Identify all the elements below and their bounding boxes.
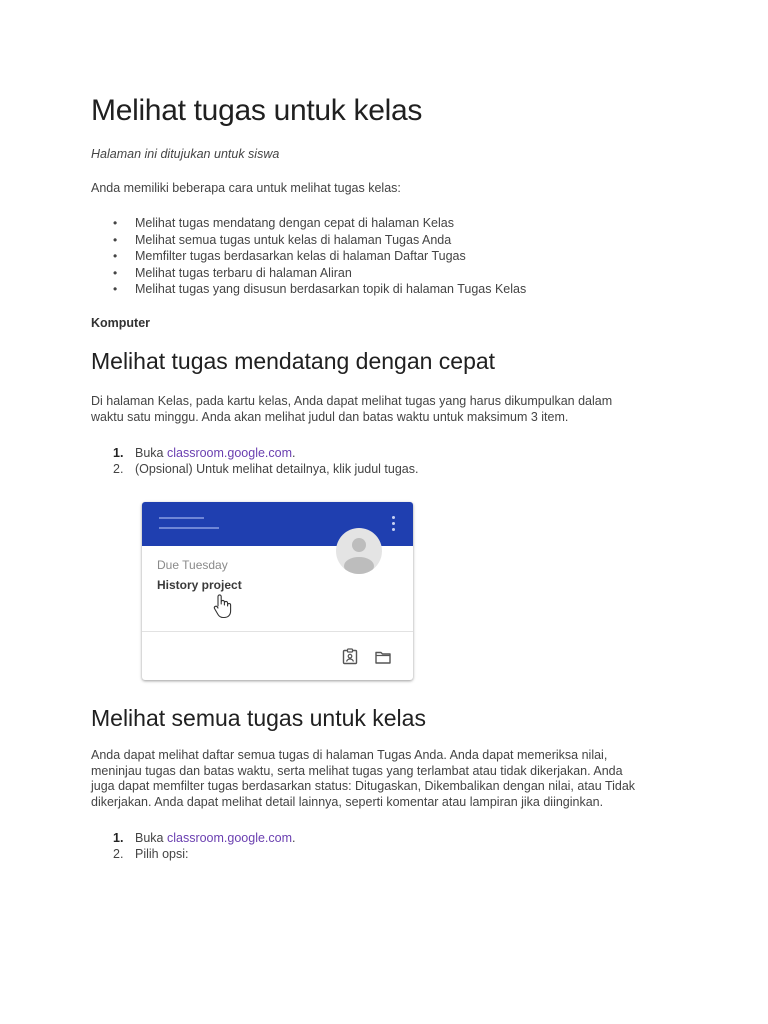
step-number: 1.	[113, 446, 124, 460]
class-card-illustration	[142, 502, 413, 680]
list-item: • Melihat tugas terbaru di halaman Aliran	[91, 265, 526, 282]
step-text: .	[292, 446, 296, 460]
header-placeholder-line	[159, 517, 204, 519]
step-item	[91, 830, 296, 846]
step-text: .	[292, 831, 296, 845]
folder-icon[interactable]	[374, 648, 392, 666]
step-text: (Opsional) Untuk melihat detailnya, klik judul tugas.	[135, 462, 419, 476]
section2-steps	[91, 830, 296, 862]
avatar	[336, 528, 382, 574]
audience-note: Halaman ini ditujukan untuk siswa	[91, 147, 280, 161]
paragraph-line: waktu satu minggu. Anda akan melihat judul dan batas waktu untuk maksimum 3 item.	[91, 409, 569, 424]
step-number: 2.	[113, 847, 124, 861]
ways-list	[91, 215, 526, 298]
paragraph-line: meninjau tugas dan batas waktu, serta melihat tugas yang terlambat atau tidak dikerjakan. Anda	[91, 763, 623, 778]
paragraph-line: juga dapat memfilter tugas berdasarkan status: Ditugaskan, Dikembalikan dengan nilai, atau Tidak	[91, 779, 636, 793]
classroom-link[interactable]: classroom.google.com	[166, 446, 293, 460]
more-options-icon[interactable]	[388, 514, 398, 534]
section1-steps	[91, 445, 418, 477]
section-heading-all: Melihat semua tugas untuk kelas	[91, 705, 426, 731]
person-icon	[336, 528, 382, 574]
section-heading-upcoming: Melihat tugas mendatang dengan cepat	[91, 348, 496, 374]
due-label: Due Tuesday	[157, 558, 228, 572]
step-item	[91, 461, 418, 477]
section1-paragraph	[91, 394, 681, 425]
list-item: • Melihat tugas yang disusun berdasarkan topik di halaman Tugas Kelas	[91, 281, 526, 298]
step-text: Buka	[135, 831, 167, 845]
list-item: • Melihat semua tugas untuk kelas di halaman Tugas Anda	[91, 232, 526, 249]
assignment-ind-icon[interactable]	[341, 648, 359, 666]
step-text: Pilih opsi:	[135, 847, 189, 861]
list-item: • Memfilter tugas berdasarkan kelas di halaman Daftar Tugas	[91, 248, 526, 265]
step-number: 1.	[113, 831, 124, 845]
step-text: Buka	[135, 446, 167, 460]
step-item	[91, 846, 296, 862]
step-item	[91, 445, 418, 461]
list-item: • Melihat tugas mendatang dengan cepat di halaman Kelas	[91, 215, 526, 232]
card-divider	[142, 631, 413, 632]
platform-label: Komputer	[91, 316, 151, 330]
intro-text: Anda memiliki beberapa cara untuk melihat tugas kelas:	[91, 181, 401, 195]
section2-paragraph	[91, 748, 681, 810]
paragraph-line: Anda dapat melihat daftar semua tugas di halaman Tugas Anda. Anda dapat memeriksa nilai,	[91, 748, 608, 762]
step-number: 2.	[113, 462, 124, 476]
paragraph-line: Di halaman Kelas, pada kartu kelas, Anda dapat melihat tugas yang harus dikumpulkan dalam	[91, 394, 613, 408]
hand-pointer-icon	[212, 593, 232, 619]
assignment-title[interactable]: History project	[157, 578, 242, 592]
paragraph-line: dikerjakan. Anda dapat melihat detail lainnya, seperti komentar atau lampiran jika diinginkan.	[91, 794, 604, 809]
header-placeholder-line	[159, 527, 219, 529]
page-title: Melihat tugas untuk kelas	[91, 94, 423, 127]
classroom-link[interactable]: classroom.google.com	[166, 831, 293, 845]
